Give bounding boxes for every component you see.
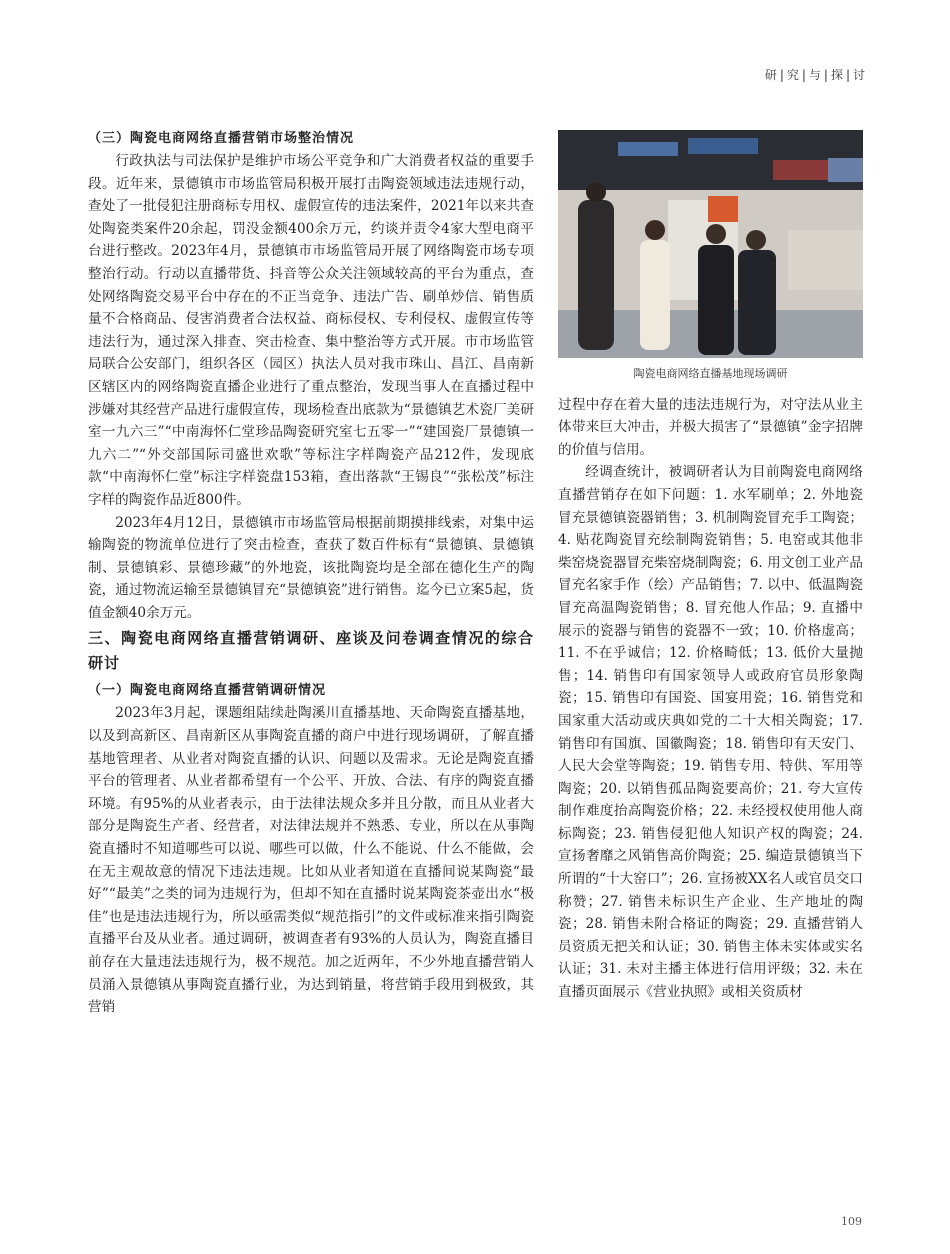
right-column: [558, 130, 863, 1004]
photo-caption: 陶瓷电商网络直播基地现场调研: [633, 367, 788, 380]
left-column: [88, 128, 534, 1019]
section-heading-3: （三）陶瓷电商网络直播营销市场整治情况: [88, 131, 355, 146]
running-header: 研|究|与|探|讨: [764, 68, 868, 82]
field-research-photo: [558, 130, 863, 358]
section-heading-2: 三、陶瓷电商网络直播营销调研、座谈及问卷调查情况的综合研讨: [88, 629, 534, 673]
photo-illustration: [558, 130, 863, 358]
page-number: 109: [841, 1215, 862, 1228]
subsection-heading: （一）陶瓷电商网络直播营销调研情况: [88, 683, 327, 699]
paragraph: 2023年3月起，课题组陆续赴陶溪川直播基地、天命陶瓷直播基地，以及到高新区、昌南新区从事陶瓷直播的商户中进行现场调研，了解直播基地管理者、从业者对陶瓷直播的认识、问题以及需求。无论是陶瓷直播平台的管理者、从业者都希望有一个公平、开放、合法、有序的陶瓷直播环境。有95%的从业者表示，由于法律法规众多并且分散，而且从业者大部分是陶瓷生产者、经营者，对法律法规并不熟悉、专业，所以在从事陶瓷直播时不知道哪些可以说、哪些可以做，什么不能说、什么不能做，会在无主观故意的情况下违法违规。比如从业者知道在直播间说某陶瓷“最好”“最美”之类的词为违规行为，但却不知在直播时说某陶瓷茶壶出水“极佳”也是违法违规行为，所以亟需类似“规范指引”的文件或标准来指引陶瓷直播平台及从业者。通过调研，被调查者有93%的人员认为，陶瓷直播目前存在大量违法违规行为，极不规范。加之近两年，不少外地直播营销人员涌入景德镇从事陶瓷直播行业，为达到销量，将营销手段用到极致，其营销: [88, 705, 534, 1016]
paragraph: 2023年4月12日，景德镇市市场监管局根据前期摸排线索，对集中运输陶瓷的物流单位进行了突击检查，查获了数百件标有“景德镇、景德镇制、景德镇彩、景德珍藏”的外地瓷，该批陶瓷均是全部在德化生产的陶瓷，通过物流运输至景德镇冒充“景德镇瓷”进行销售。迄今已立案5起，货值金额40余万元。: [88, 514, 534, 621]
paragraph: 经调查统计，被调研者认为目前陶瓷电商网络直播营销存在如下问题：1. 水军刷单；2. 外地瓷冒充景德镇瓷器销售；3. 机制陶瓷冒充手工陶瓷；4. 贴花陶瓷冒充绘制陶瓷销售；5. 电窑或其他非柴窑烧瓷器冒充柴窑烧制陶瓷；6. 用文创工业产品冒充名家手作（绘）产品销售；7. 以中、低温陶瓷冒充高温陶瓷销售；8. 冒充他人作品；9. 直播中展示的瓷器与销售的瓷器不一致；10. 价格虚高；11. 不在乎诚信；12. 价格畸低；13. 低价大量抛售；14. 销售印有国家领导人或政府官员形象陶瓷；15. 销售印有国瓷、国宴用瓷；16. 销售党和国家重大活动或庆典如党的二十大相关陶瓷；17. 销售印有国旗、国徽陶瓷；18. 销售印有天安门、人民大会堂等陶瓷；19. 销售专用、特供、军用等陶瓷；20. 以销售孤品陶瓷要高价；21. 夸大宣传制作难度抬高陶瓷价格；22. 未经授权使用他人商标陶瓷；23. 销售侵犯他人知识产权的陶瓷；24. 宣扬奢靡之风销售高价陶瓷；25. 编造景德镇当下所谓的“十大窑口”；26. 宣扬被XX名人或官员交口称赞；27. 销售未标识生产企业、生产地址的陶瓷；28. 销售未附合格证的陶瓷；29. 直播营销人员资质无把关和认证；30. 销售主体未实体或实名认证；31. 未对主播主体进行信用评级；32. 未在直播页面展示《营业执照》或相关资质材: [558, 464, 863, 1001]
paragraph: 过程中存在着大量的违法违规行为，对守法从业主体带来巨大冲击，并极大损害了“景德镇”金字招牌的价值与信用。: [558, 396, 863, 458]
paragraph: 行政执法与司法保护是维护市场公平竞争和广大消费者权益的重要手段。近年来，景德镇市市场监管局积极开展打击陶瓷领域违法违规行动，查处了一批侵犯注册商标专用权、虚假宣传的违法案件，2021年以来共查处陶瓷类案件20余起，罚没金额400余万元，约谈并责令4家大型电商平台进行整改。2023年4月，景德镇市市场监管局开展了网络陶瓷市场专项整治行动。行动以直播带货、抖音等公众关注领域较高的平台为重点，查处网络陶瓷交易平台中存在的不正当竞争、违法广告、刷单炒信、销售质量不合格商品、侵害消费者合法权益、商标侵权、专利侵权、虚假宣传等违法行为，通过深入排查、突击检查、集中整治等方式开展。市市场监管局联合公安部门，组织各区（园区）执法人员对我市珠山、昌江、昌南新区辖区内的网络陶瓷直播企业进行了重点整治，发现当事人在直播过程中涉嫌对其经营产品进行虚假宣传，现场检查出底款为“景德镇艺术瓷厂美研室一九六三”“中南海怀仁堂珍品陶瓷研究室七五零一”“建国瓷厂景德镇一九六二”“外交部国际司盛世欢歌”等标注字样陶瓷产品212件，发现底款“中南海怀仁堂”标注字样瓷盘153箱，查出落款“王锡良”“张松茂”标注字样的陶瓷作品近800件。: [88, 153, 534, 508]
